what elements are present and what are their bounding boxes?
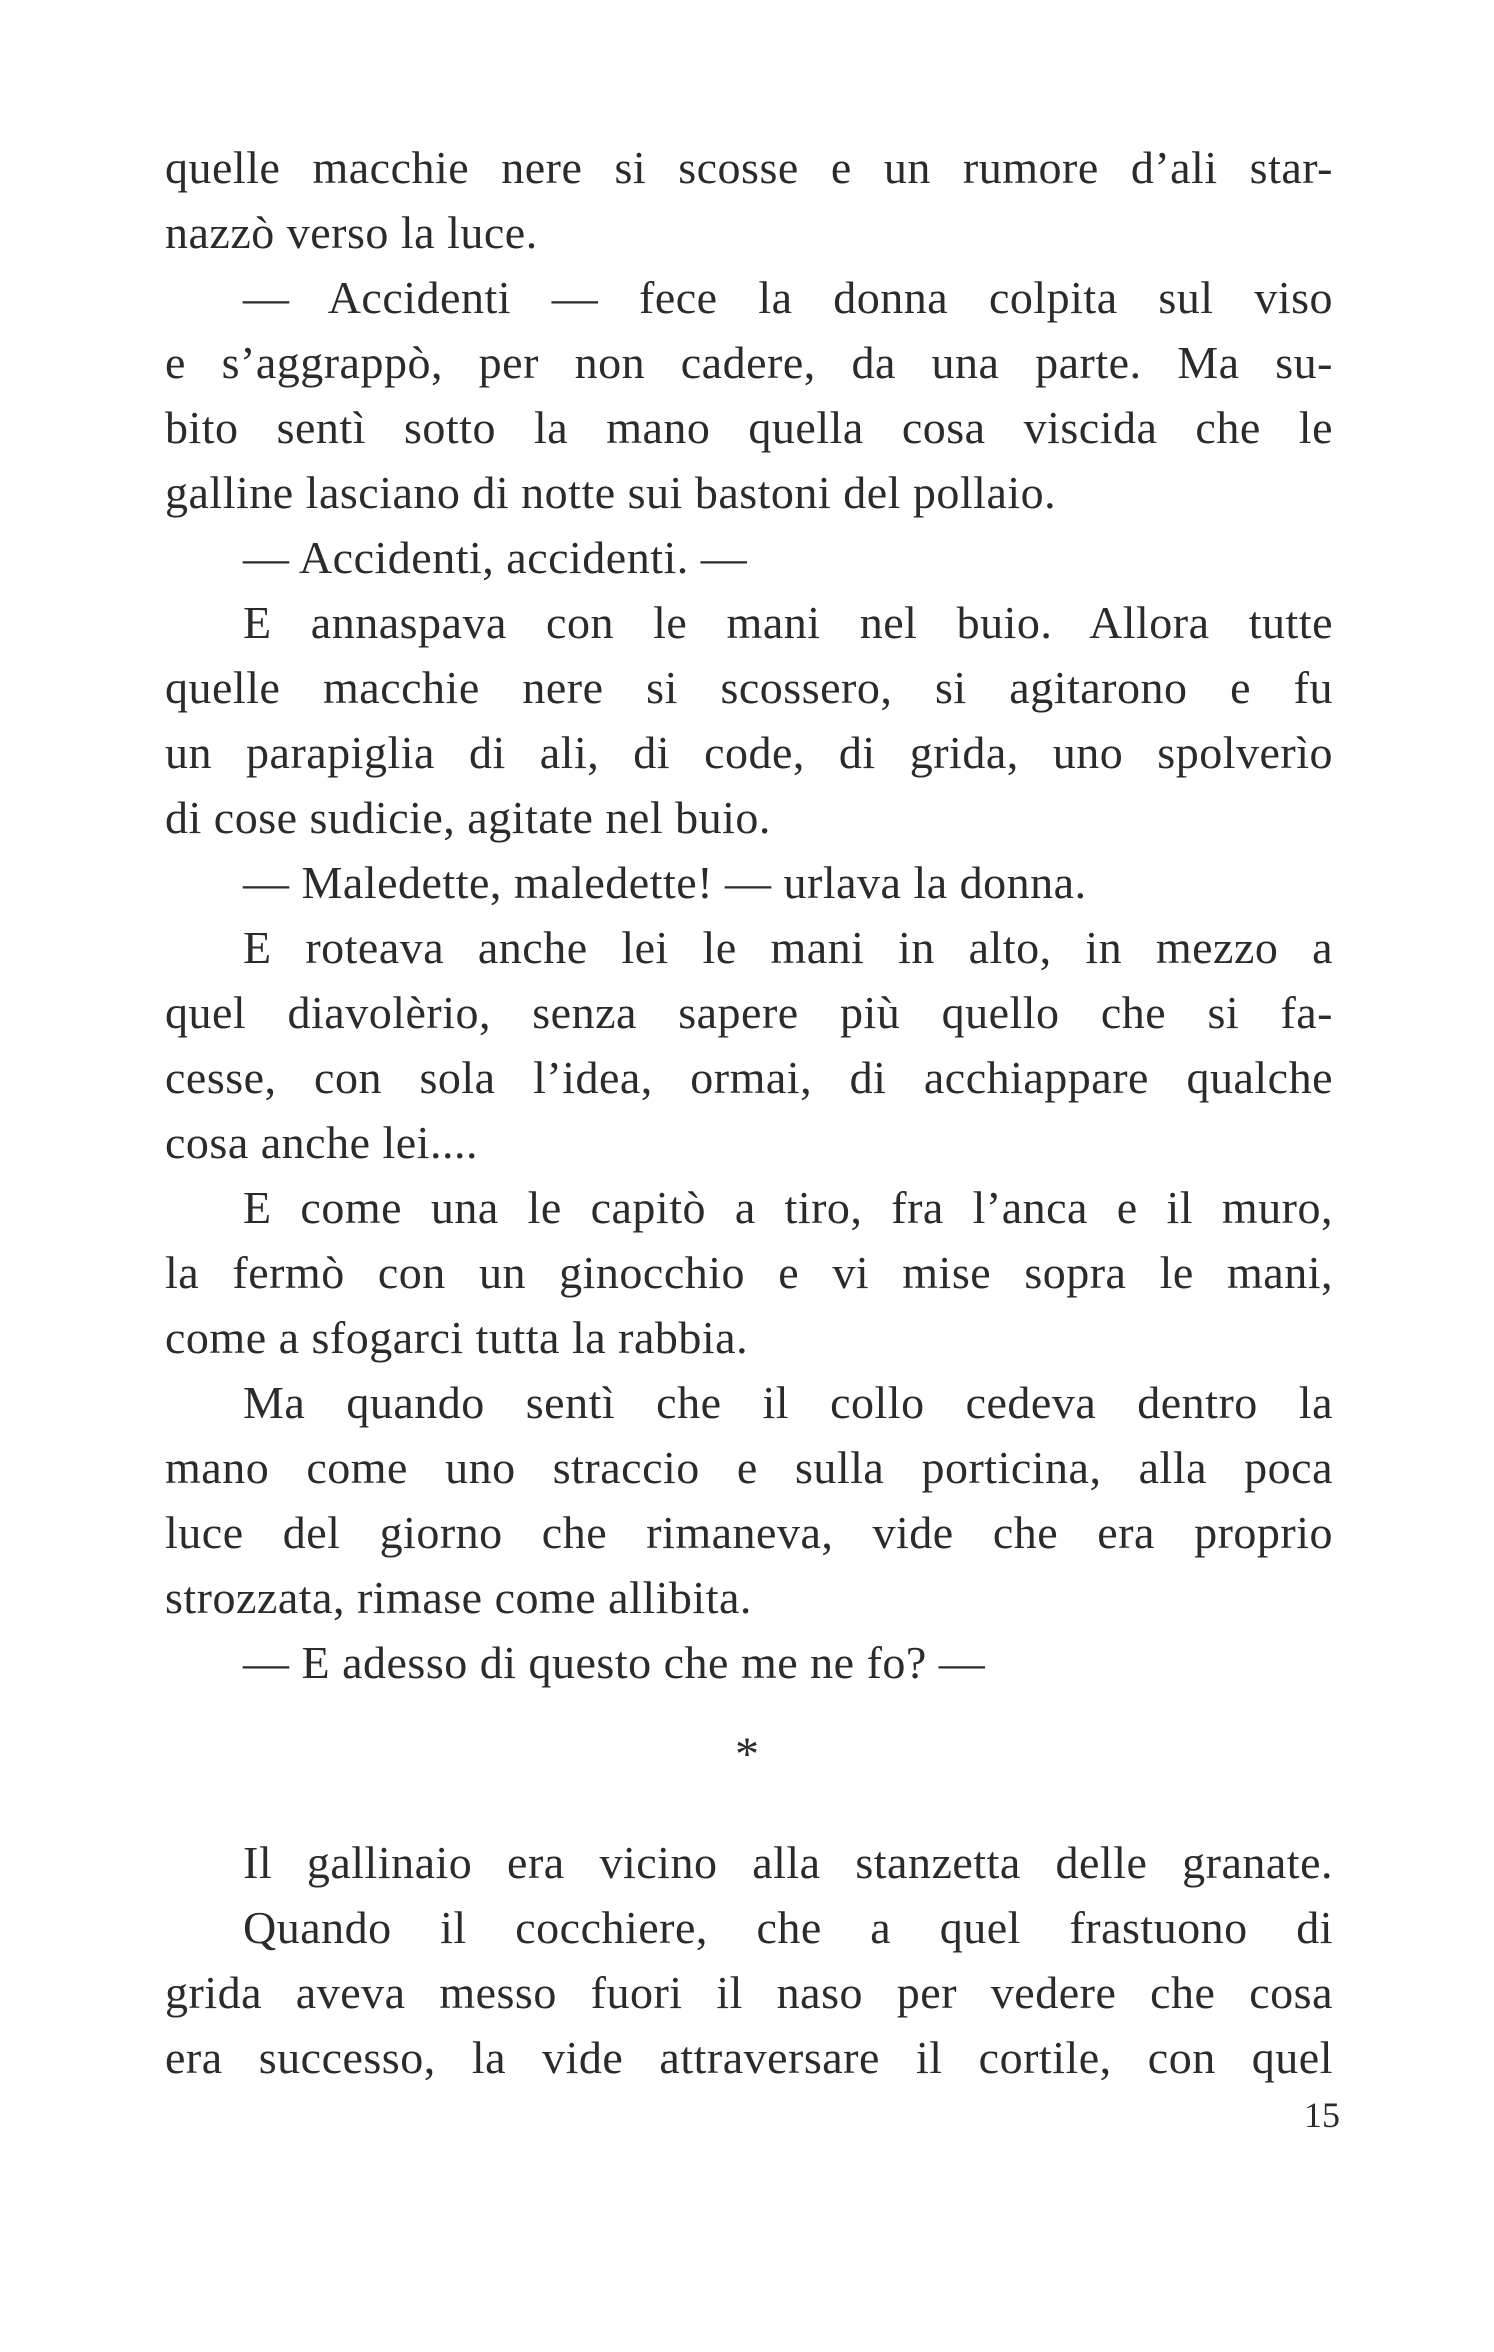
text-line: nazzò verso la luce. bbox=[165, 207, 538, 258]
text-line: Il gallinaio era vicino alla stanzetta delle granate. bbox=[243, 1837, 1333, 1888]
text-line: quelle macchie nere si scosse e un rumore d’ali star- bbox=[165, 142, 1333, 193]
text-line: Quando il cocchiere, che a quel frastuono di bbox=[243, 1902, 1333, 1953]
text-line: — Accidenti — fece la donna colpita sul viso bbox=[243, 272, 1333, 323]
section-separator: * bbox=[735, 1728, 759, 1781]
text-line: quel diavolèrio, senza sapere più quello che si fa- bbox=[165, 987, 1333, 1038]
text-line: quelle macchie nere si scossero, si agitarono e fu bbox=[165, 662, 1333, 713]
text-line: bito sentì sotto la mano quella cosa viscida che le bbox=[165, 402, 1333, 453]
text-line: cosa anche lei.... bbox=[165, 1117, 478, 1168]
text-line: — Maledette, maledette! — urlava la donna. bbox=[243, 857, 1087, 908]
text-line: Ma quando sentì che il collo cedeva dentro la bbox=[243, 1377, 1333, 1428]
text-line: come a sfogarci tutta la rabbia. bbox=[165, 1312, 749, 1363]
text-line: era successo, la vide attraversare il cortile, con quel bbox=[165, 2032, 1333, 2083]
text-line: E annaspava con le mani nel buio. Allora tutte bbox=[243, 597, 1333, 648]
text-line: mano come uno straccio e sulla porticina, alla poca bbox=[165, 1442, 1333, 1493]
text-line: luce del giorno che rimaneva, vide che era proprio bbox=[165, 1507, 1333, 1558]
text-section-2 bbox=[165, 1830, 1333, 2090]
text-line: — Accidenti, accidenti. — bbox=[243, 532, 748, 583]
text-line: di cose sudicie, agitate nel buio. bbox=[165, 792, 771, 843]
text-section-1 bbox=[165, 135, 1333, 1695]
text-line: grida aveva messo fuori il naso per vedere che cosa bbox=[165, 1967, 1333, 2018]
text-line: un parapiglia di ali, di code, di grida, uno spolverìo bbox=[165, 727, 1333, 778]
text-line: — E adesso di questo che me ne fo? — bbox=[243, 1637, 986, 1688]
text-line: E come una le capitò a tiro, fra l’anca e il muro, bbox=[243, 1182, 1333, 1233]
text-line: cesse, con sola l’idea, ormai, di acchiappare qualche bbox=[165, 1052, 1333, 1103]
text-line: galline lasciano di notte sui bastoni del pollaio. bbox=[165, 467, 1057, 518]
text-line: strozzata, rimase come allibita. bbox=[165, 1572, 752, 1623]
text-line: E roteava anche lei le mani in alto, in mezzo a bbox=[243, 922, 1333, 973]
page-number: 15 bbox=[1304, 2095, 1340, 2135]
text-line: e s’aggrappò, per non cadere, da una parte. Ma su- bbox=[165, 337, 1333, 388]
text-line: la fermò con un ginocchio e vi mise sopra le mani, bbox=[165, 1247, 1333, 1298]
